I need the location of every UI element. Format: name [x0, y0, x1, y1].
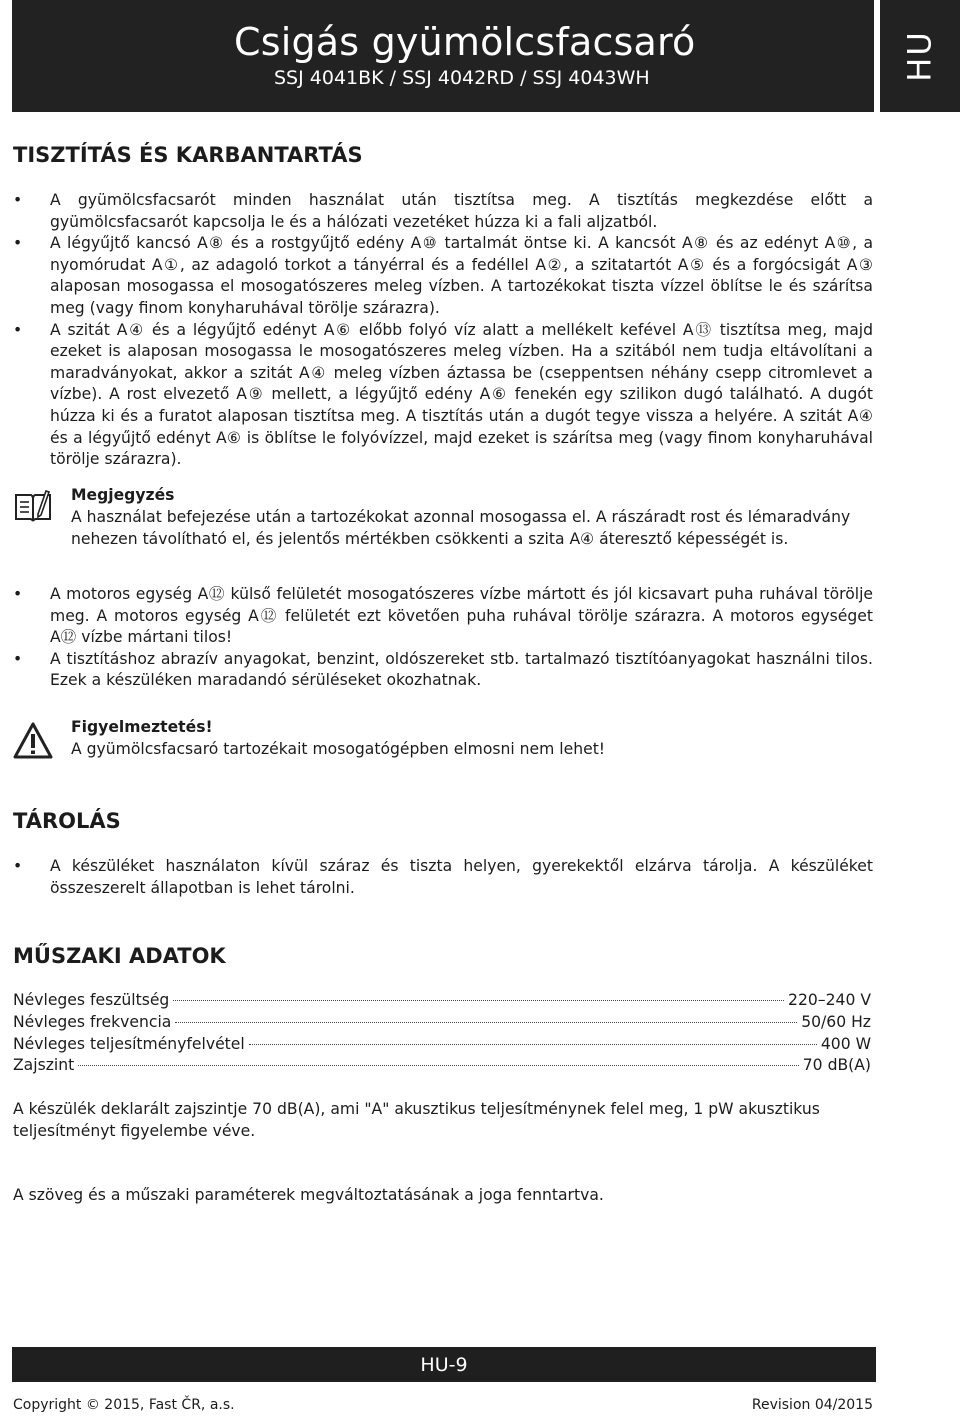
bullet-icon: • — [13, 191, 23, 209]
language-tab — [880, 0, 960, 112]
language-code: HU — [900, 30, 939, 82]
spec-label: Névleges frekvencia — [13, 1012, 172, 1031]
storage-heading: TÁROLÁS — [13, 809, 121, 833]
storage-list — [13, 856, 873, 899]
spec-value: 50/60 Hz — [801, 1012, 871, 1031]
spec-value: 400 W — [820, 1034, 871, 1053]
spec-row — [13, 1055, 871, 1077]
warning-text: A gyümölcsfacsaró tartozékait mosogatógépben elmosni nem lehet! — [71, 740, 606, 758]
page-title: Csigás gyümölcsfacsaró — [234, 20, 696, 64]
bullet-icon: • — [13, 320, 23, 339]
note-text: A használat befejezése után a tartozékokat azonnal mosogassa el. A rászáradt rost és lémaradvány nehezen távolítható el, és jelentős mértékben csökkenti a szita A④ áteresztő képességét is. — [71, 508, 851, 548]
list-item: • A gyümölcsfacsarót minden használat után tisztítsa meg. A tisztítás megkezdése előtt a gyümölcsfacsarót kapcsolja le és a hálózati vezetéket húzza ki a fali aljzatból. — [13, 191, 873, 231]
noise-note: A készülék deklarált zajszintje 70 dB(A), ami "A" akusztikus teljesítménynek felel meg, 1 pW akusztikus teljesítményt figyelembe véve. — [13, 1100, 820, 1140]
copyright: Copyright © 2015, Fast ČR, a.s. — [13, 1397, 235, 1413]
bullet-icon: • — [13, 585, 23, 603]
note-block — [13, 485, 873, 555]
spec-row — [13, 1034, 871, 1056]
note-title: Megjegyzés — [71, 486, 175, 504]
warning-block — [13, 717, 873, 767]
bullet-icon: • — [13, 857, 23, 875]
spec-value: 220–240 V — [788, 991, 871, 1009]
specs-table — [13, 990, 871, 1077]
dot-leader — [249, 1044, 817, 1045]
list-item: • A légyűjtő kancsó A⑧ és a rostgyűjtő edény A⑩ tartalmát öntse ki. A kancsót A⑧ és az edényt A⑩, a nyomórudat A①, az adagoló torkot a tányérral és a fedéllel A②, a szitatartót A⑤ és a forgócsigát A③ alaposan mosogassa el mosogatószeres meleg vízben. A tartozékokat tiszta vízzel öblítse le és szárítsa meg (vagy finom konyharuhával törölje szárazra). — [13, 234, 873, 317]
page-number: HU-9 — [420, 1353, 468, 1376]
bullet-icon: • — [13, 234, 23, 253]
dot-leader — [173, 1000, 784, 1001]
cleaning-list-2 — [13, 584, 873, 692]
spec-row — [13, 1012, 871, 1034]
header-bar — [12, 0, 874, 112]
cleaning-list — [13, 190, 873, 471]
spec-row — [13, 990, 871, 1012]
bullet-icon: • — [13, 649, 23, 668]
footer-bar — [12, 1347, 876, 1382]
list-item: • A motoros egység A⑫ külső felületét mosogatószeres vízbe mártott és jól kicsavart puha ruhával törölje meg. A motoros egység A⑫ felületét ezt követően puha ruhával törölje szárazra. A motoros egységet A⑫ vízbe mártani tilos! — [13, 585, 873, 647]
spec-label: Névleges teljesítményfelvétel — [13, 1034, 245, 1053]
spec-label: Zajszint — [13, 1056, 75, 1075]
model-numbers: SSJ 4041BK / SSJ 4042RD / SSJ 4043WH — [274, 67, 650, 89]
specs-heading: MŰSZAKI ADATOK — [13, 944, 226, 968]
rights-note: A szöveg és a műszaki paraméterek megváltoztatásának a joga fenntartva. — [13, 1186, 604, 1204]
warning-triangle-icon — [13, 721, 53, 761]
list-item: • A szitát A④ és a légyűjtő edényt A⑥ előbb folyó víz alatt a mellékelt kefével A⑬ tisztítsa meg, majd ezeket is alaposan mosogassa le mosogatószeres meleg vízben. Ha a szitából nem tudja eltávolítani a maradványokat, akkor a szitát A④ meleg vízben áztassa be (cseppentsen néhány csepp citromlevet a vízbe). A rost elvezető A⑨ mellett, a légyűjtő edény A⑥ fenekén egy szilikon dugó található. A dugót húzza ki és a furatot alaposan tisztítsa meg. A tisztítás után a dugót tegye vissza a helyére. A szitát A④ és a légyűjtő edényt A⑥ is öblítse le folyóvízzel, majd ezeket is szárítsa meg (vagy finom konyharuhával törölje szárazra). — [13, 320, 873, 469]
note-book-icon — [13, 487, 53, 527]
revision: Revision 04/2015 — [751, 1397, 873, 1413]
spec-value: 70 dB(A) — [802, 1056, 871, 1075]
cleaning-heading: TISZTÍTÁS ÉS KARBANTARTÁS — [13, 143, 363, 167]
list-item: • A tisztításhoz abrazív anyagokat, benzint, oldószereket stb. tartalmazó tisztítóanyagokat használni tilos. Ezek a készüléken maradandó sérüléseket okozhatnak. — [13, 649, 873, 690]
list-item: • A készüléket használaton kívül száraz és tiszta helyen, gyerekektől elzárva tárolja. A készüléket összeszerelt állapotban is lehet tárolni. — [13, 857, 873, 897]
warning-title: Figyelmeztetés! — [71, 718, 213, 736]
spec-label: Névleges feszültség — [13, 991, 170, 1009]
dot-leader — [78, 1065, 799, 1066]
dot-leader — [175, 1022, 797, 1023]
